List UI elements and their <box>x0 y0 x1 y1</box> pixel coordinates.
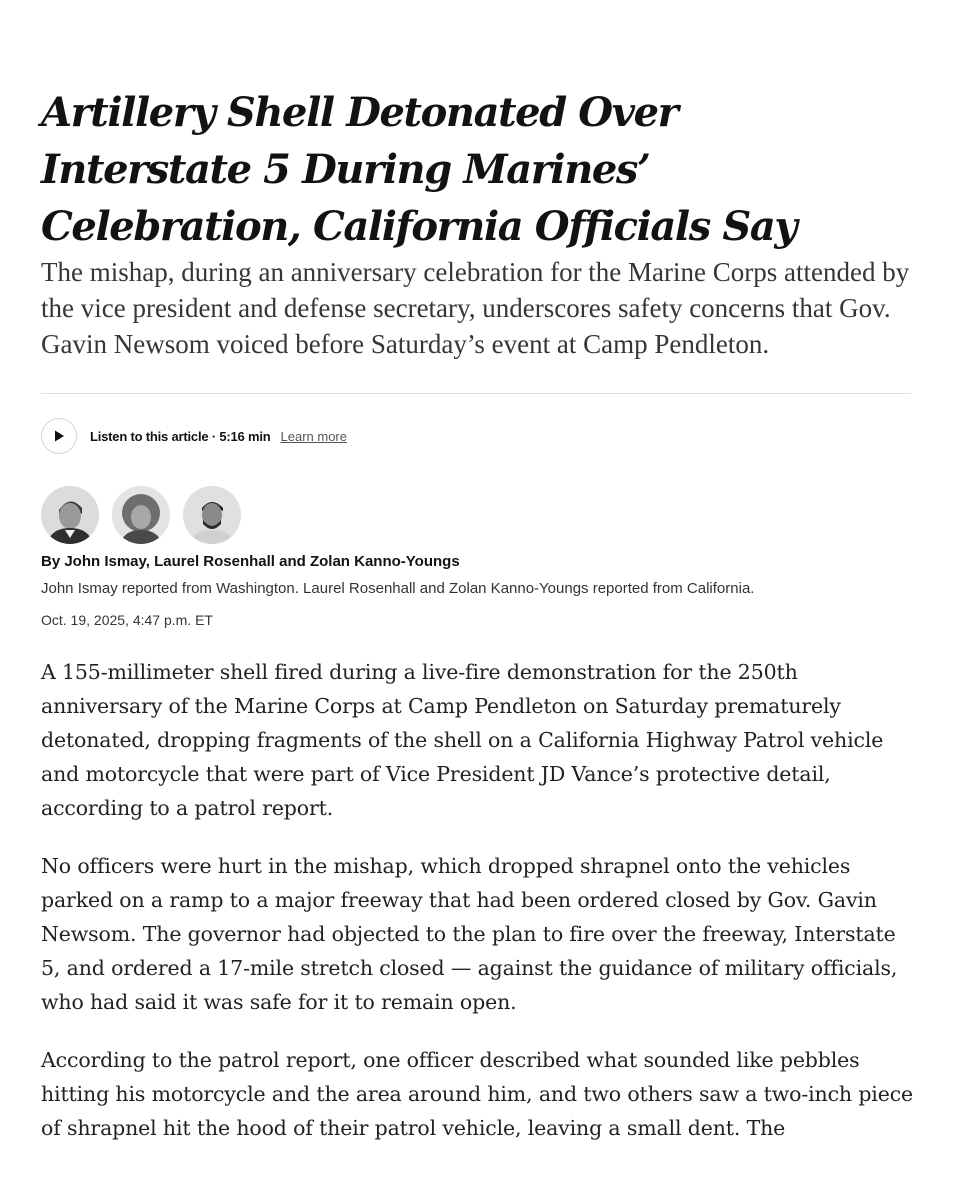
play-button[interactable] <box>41 418 77 454</box>
divider <box>41 393 911 394</box>
body-paragraph: A 155-millimeter shell fired during a live-fire demonstration for the 250th anniversary of the Marine Corps at Camp Pendleton on Saturday prematurely detonated, dropping fragments of the shell on a California Highway Patrol vehicle and motorcycle that were part of Vice President JD Vance’s protective detail, according to a patrol report. <box>41 660 884 820</box>
publish-date: Oct. 19, 2025, 4:47 p.m. ET <box>41 612 213 628</box>
author-avatars <box>41 486 254 544</box>
avatar-author-3[interactable] <box>183 486 241 544</box>
avatar-author-2[interactable] <box>112 486 170 544</box>
reported-from: John Ismay reported from Washington. Laurel Rosenhall and Zolan Kanno-Youngs reported from California. <box>41 580 755 597</box>
play-icon <box>52 429 66 443</box>
learn-more-link[interactable]: Learn more <box>280 428 347 444</box>
listen-label: Listen to this article · 5:16 min <box>90 428 271 444</box>
body-paragraph: No officers were hurt in the mishap, which dropped shrapnel onto the vehicles parked on a ramp to a major freeway that had been ordered closed by Gov. Gavin Newsom. The governor had objected to the plan to fire over the freeway, Interstate 5, and ordered a 17-mile stretch closed — against the guidance of military officials, who had said it was safe for it to remain open. <box>41 854 898 1014</box>
article-summary: The mishap, during an anniversary celebration for the Marine Corps attended by the vice president and defense secretary, underscores safety concerns that Gov. Gavin Newsom voiced before Saturday’s event at Camp Pendleton. <box>41 257 910 359</box>
avatar-author-1[interactable] <box>41 486 99 544</box>
headline: Artillery Shell Detonated Over Interstate 5 During Marines’ Celebration, California Officials Say <box>41 89 797 250</box>
audio-player <box>41 416 347 456</box>
byline: By John Ismay, Laurel Rosenhall and Zolan Kanno-Youngs <box>41 553 460 570</box>
body-paragraph: According to the patrol report, one officer described what sounded like pebbles hitting his motorcycle and the area around him, and two others saw a two-inch piece of shrapnel hit the hood of their patrol vehicle, leaving a small dent. The <box>41 1048 914 1140</box>
